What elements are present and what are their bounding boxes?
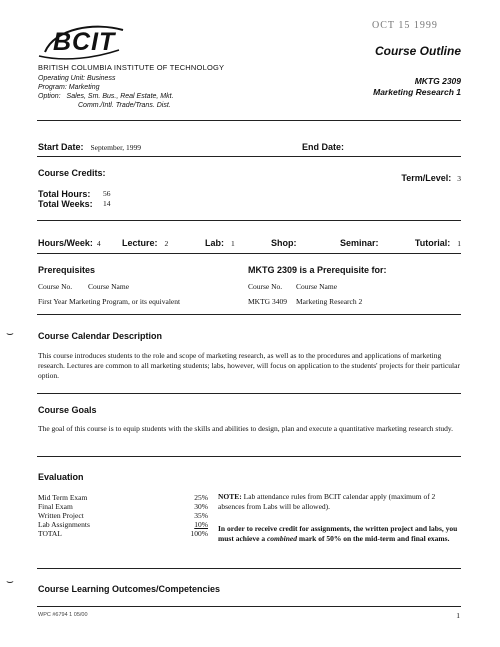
prereq-row: First Year Marketing Program, or its equivalent [38,297,181,306]
option-value-line1: Sales, Sm. Bus., Real Estate, Mkt. [66,93,174,100]
evaluation-item: Lab Assignments [38,520,90,529]
term-level-value: 3 [457,174,461,183]
evaluation-title: Evaluation [38,472,84,482]
evaluation-pct: 25% [194,493,208,502]
tutorial-label: Tutorial: [414,238,451,248]
prereq-col-no: Course No. [38,282,73,291]
evaluation-item: Mid Term Exam [38,493,88,502]
divider [37,314,461,315]
footer-reference: WPC #6794 1 05/00 [38,612,88,618]
evaluation-item: Written Project [38,511,84,520]
credit-emphasis: combined [266,534,297,543]
tutorial-hours [415,233,461,251]
prereq-for-row-no: MKTG 3409 [248,297,287,306]
hours-week-label: Hours/Week: [38,238,93,248]
page-number: 1 [456,611,460,620]
shop-hours [271,233,297,251]
seminar-label: Seminar: [340,238,379,248]
lecture-hours [122,233,168,251]
seminar-hours [340,233,379,251]
credit-text-2: mark of 50% on the mid-term and final exams. [296,534,450,543]
option-label: Option: [38,93,61,100]
note-label: NOTE: [218,492,242,501]
lecture-label: Lecture: [122,238,158,248]
logo-text: BCIT [53,28,116,56]
lab-label: Lab: [205,238,224,248]
divider [37,393,461,394]
evaluation-row [38,502,208,511]
operating-unit-label: Operating Unit: [38,75,86,82]
divider [37,253,461,254]
prerequisites-title: Prerequisites [38,265,96,275]
term-level-label: Term/Level: [401,173,452,183]
program-label: Program: [38,84,67,91]
course-code: MKTG 2309 [414,76,461,86]
end-date-label: End Date: [302,142,345,152]
course-credits-label: Course Credits: [38,168,106,178]
evaluation-table [38,493,208,538]
divider [37,568,461,569]
end-date [302,137,344,155]
divider [37,120,461,121]
divider [37,606,461,607]
evaluation-row [38,493,208,502]
evaluation-row [38,520,208,529]
option [38,93,174,100]
total-weeks-value: 14 [103,199,111,208]
start-date-value: September, 1999 [90,143,142,152]
divider [37,156,461,157]
program [38,84,99,91]
hole-punch-mark-icon: ⌣ [6,326,14,340]
hole-punch-mark-icon: ⌣ [6,574,14,588]
evaluation-row [38,529,208,538]
calendar-description-text: This course introduces students to the role and scope of marketing research, as well as to the procedures and applications of marketing research. Lectures are common to all marketing students; labs, however, will focus on application to the students' projects for their particular option. [38,351,460,380]
credit-requirement [218,524,462,544]
lab-hours [205,233,235,251]
divider [37,456,461,457]
operating-unit [38,75,115,82]
course-goals-title: Course Goals [38,405,97,415]
shop-label: Shop: [271,238,297,248]
bcit-logo [35,22,125,64]
divider [37,220,461,221]
prerequisite-for-title: MKTG 2309 is a Prerequisite for: [248,265,387,275]
prereq-for-col-name: Course Name [296,282,338,291]
stamp: OCT 15 1999 [372,20,438,31]
evaluation-pct: 100% [190,529,208,538]
evaluation-item: TOTAL [38,529,62,538]
hours-week-value: 4 [96,239,101,248]
learning-outcomes-title: Course Learning Outcomes/Competencies [38,584,221,594]
evaluation-item: Final Exam [38,502,73,511]
document-title: Course Outline [374,44,461,58]
note-text: Lab attendance rules from BCIT calendar apply (maximum of 2 absences from Labs will be allowed). [218,492,436,511]
evaluation-pct: 35% [194,511,208,520]
tutorial-value: 1 [457,239,461,248]
institute-name: BRITISH COLUMBIA INSTITUTE OF TECHNOLOGY [38,63,225,72]
credit-text-1: In order to receive credit for assignments, the written project and labs, you must achieve a [218,524,458,543]
prereq-for-row-name: Marketing Research 2 [296,297,363,306]
evaluation-pct: 30% [194,502,208,511]
term-level [401,168,461,186]
operating-unit-value: Business [87,75,116,82]
start-date [38,137,141,155]
hours-week [38,233,101,251]
course-name: Marketing Research 1 [373,87,461,97]
evaluation-pct: 10% [194,520,208,529]
program-value: Marketing [68,84,100,91]
total-hours-value: 56 [103,189,111,198]
prereq-for-col-no: Course No. [248,282,283,291]
total-weeks-label: Total Weeks: [38,199,93,209]
course-goals-text: The goal of this course is to equip students with the skills and abilities to design, plan and execute a quantitative marketing research study. [38,424,454,433]
lecture-value: 2 [164,239,169,248]
option-value-line2: Comm./Intl. Trade/Trans. Dist. [78,102,171,109]
evaluation-note [218,492,458,512]
evaluation-row [38,511,208,520]
lab-value: 1 [231,239,235,248]
calendar-description-title: Course Calendar Description [38,331,163,341]
prereq-col-name: Course Name [88,282,130,291]
start-date-label: Start Date: [38,142,84,152]
total-hours-label: Total Hours: [38,189,91,199]
